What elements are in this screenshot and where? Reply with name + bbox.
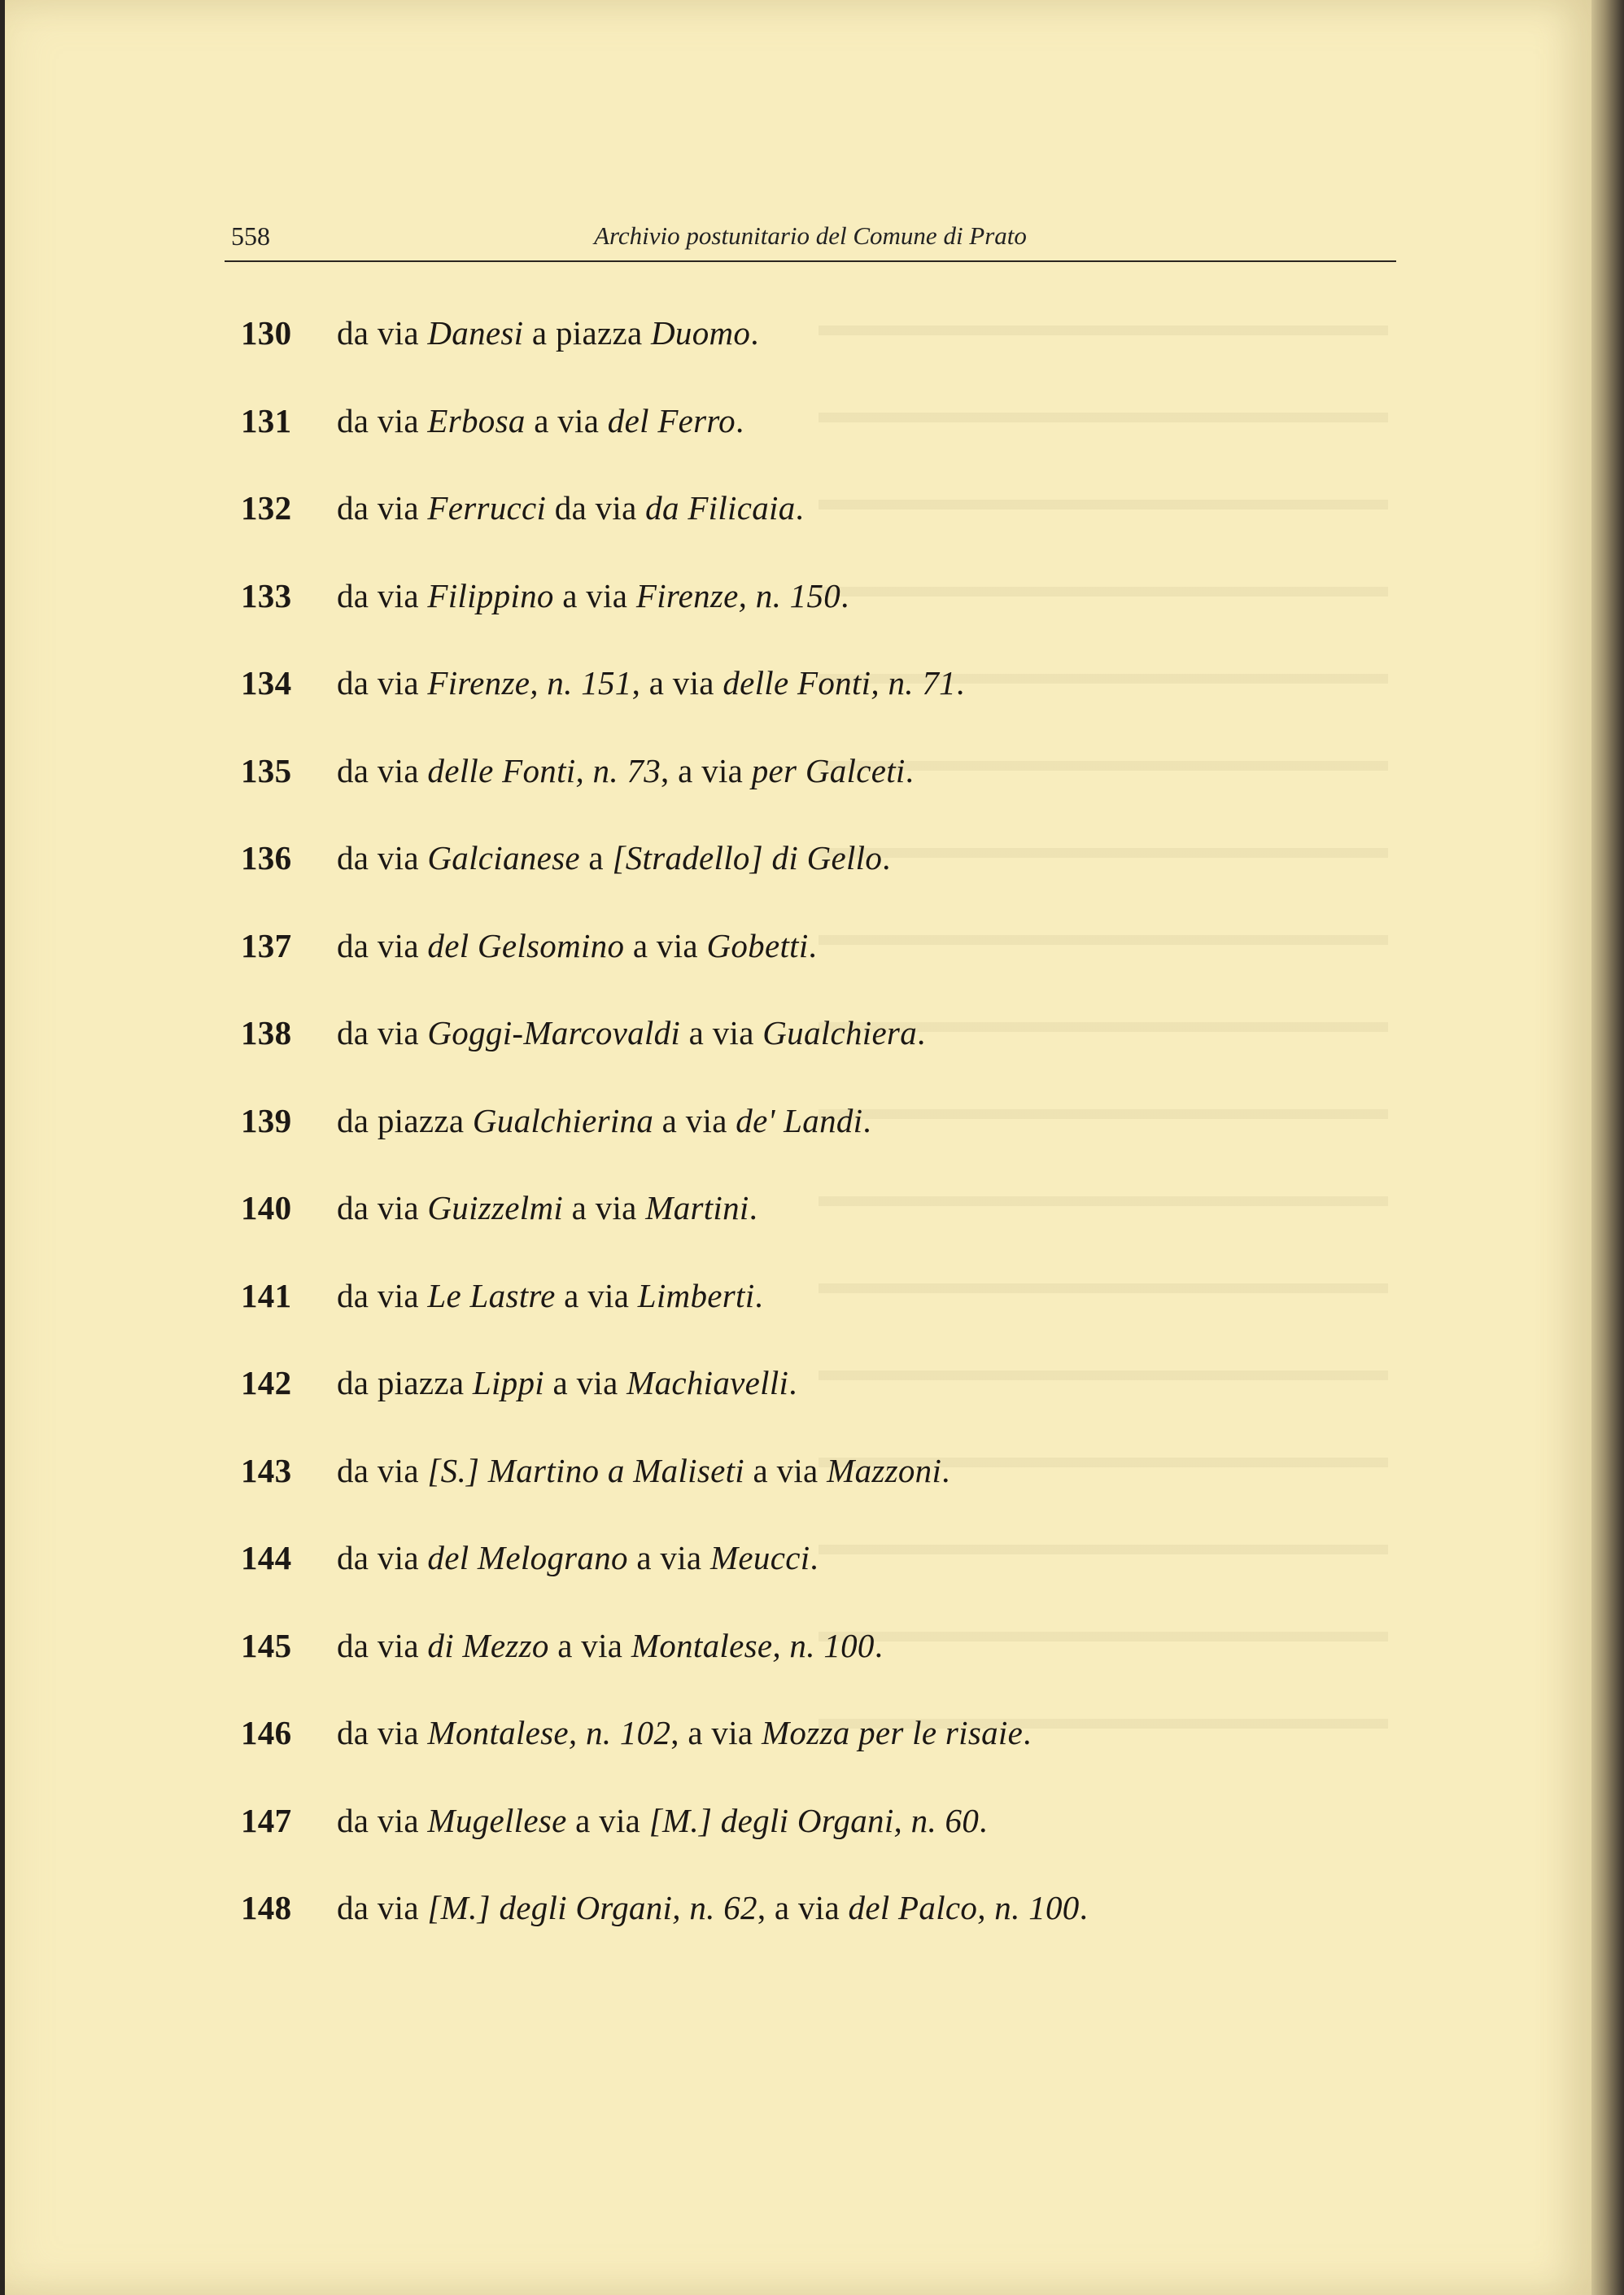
street-name: delle Fonti, n. 73 — [427, 751, 661, 789]
entry-text — [337, 1277, 763, 1314]
entry-number: 138 — [241, 1014, 292, 1051]
street-name: Montalese, n. 100 — [631, 1626, 875, 1664]
street-name: Mozza per le risaie — [761, 1714, 1024, 1751]
entry-connector: . — [754, 1276, 763, 1314]
list-item — [241, 1801, 1461, 1889]
entry-text — [337, 1364, 797, 1401]
list-item — [241, 488, 1461, 576]
entry-connector: da via — [337, 1189, 428, 1226]
entry-text — [337, 1889, 1088, 1926]
street-name: Martini — [645, 1189, 749, 1226]
entry-connector: da via — [546, 489, 646, 527]
entry-text — [337, 752, 914, 789]
entry-connector: . — [882, 839, 891, 876]
street-name: Gualchiera — [762, 1014, 917, 1051]
street-name: Gualchierina — [472, 1101, 654, 1139]
street-name: Meucci — [709, 1539, 810, 1576]
list-item — [241, 313, 1461, 401]
entry-text — [337, 577, 849, 614]
entry-connector: a via — [566, 1801, 649, 1839]
entry-connector: da via — [337, 489, 428, 527]
entry-connector: da via — [337, 926, 428, 964]
entry-text — [337, 1014, 926, 1051]
street-name: Montalese, n. 102 — [427, 1714, 671, 1751]
entry-connector: a via — [744, 1451, 827, 1489]
street-name: [S.] Martino a Maliseti — [427, 1451, 744, 1489]
street-name: delle Fonti, n. 71 — [723, 664, 956, 702]
entry-connector: . — [1079, 1889, 1089, 1926]
entry-connector: da via — [337, 1276, 428, 1314]
list-item — [241, 576, 1461, 664]
list-item — [241, 663, 1461, 751]
street-name: Galcianese — [427, 839, 580, 876]
entry-connector: . — [808, 926, 818, 964]
entry-connector: . — [810, 1539, 819, 1576]
entry-number: 144 — [241, 1539, 292, 1576]
street-name: Goggi-Marcovaldi — [427, 1014, 681, 1051]
list-item — [241, 1188, 1461, 1276]
entry-text — [337, 664, 965, 702]
entry-connector: da via — [337, 1714, 428, 1751]
street-name: del Gelsomino — [427, 926, 625, 964]
street-name: per Galceti — [751, 751, 906, 789]
street-name: del Melograno — [427, 1539, 628, 1576]
list-item — [241, 1101, 1461, 1189]
entry-connector: a via — [544, 1364, 627, 1401]
entry-connector: a via — [653, 1101, 736, 1139]
street-name: da Filicaia — [645, 489, 796, 527]
entry-connector: . — [788, 1364, 797, 1401]
entry-number: 143 — [241, 1451, 292, 1489]
entry-connector: da via — [337, 314, 428, 352]
entry-number: 131 — [241, 401, 292, 439]
entry-number: 145 — [241, 1626, 292, 1664]
entry-text — [337, 927, 817, 964]
entry-connector: da via — [337, 751, 428, 789]
street-name: Limberti — [637, 1276, 755, 1314]
list-item — [241, 1276, 1461, 1364]
street-name: [M.] degli Organi, n. 62 — [427, 1889, 757, 1926]
entry-connector: . — [905, 751, 915, 789]
entry-number: 142 — [241, 1364, 292, 1401]
entry-connector: . — [1023, 1714, 1032, 1751]
entry-connector: a via — [680, 1014, 763, 1051]
entry-connector: . — [979, 1801, 988, 1839]
street-name: Erbosa — [427, 401, 526, 439]
entry-connector: da via — [337, 664, 428, 702]
entry-connector: a — [579, 839, 613, 876]
list-item — [241, 1451, 1461, 1539]
entry-connector: , a via — [631, 664, 723, 702]
entry-text — [337, 489, 804, 527]
list-item — [241, 926, 1461, 1014]
street-name: Firenze, n. 151 — [427, 664, 632, 702]
street-name: Lippi — [472, 1364, 544, 1401]
street-name: Filippino — [427, 576, 554, 614]
entry-number: 137 — [241, 926, 292, 964]
page-header — [225, 221, 1396, 262]
entry-connector: da via — [337, 1801, 428, 1839]
street-name: [Stradello] di Gello — [612, 839, 883, 876]
entry-connector: a piazza — [523, 314, 651, 352]
entry-number: 140 — [241, 1189, 292, 1226]
entry-text — [337, 839, 891, 876]
entry-connector: da via — [337, 1014, 428, 1051]
entry-number: 133 — [241, 576, 292, 614]
street-name: Danesi — [427, 314, 524, 352]
street-name: [M.] degli Organi, n. 60 — [648, 1801, 980, 1839]
street-name: del Ferro — [607, 401, 736, 439]
entry-number: 148 — [241, 1889, 292, 1926]
entry-connector: da via — [337, 1626, 428, 1664]
street-name: Le Lastre — [427, 1276, 556, 1314]
street-name: Mazzoni — [827, 1451, 942, 1489]
entry-number: 146 — [241, 1714, 292, 1751]
entry-number: 147 — [241, 1801, 292, 1839]
entry-text — [337, 1102, 871, 1139]
list-item — [241, 838, 1461, 926]
street-name: Guizzelmi — [427, 1189, 564, 1226]
entry-connector: a via — [548, 1626, 631, 1664]
entry-connector: . — [750, 314, 759, 352]
entry-connector: , a via — [661, 751, 752, 789]
list-item — [241, 1626, 1461, 1714]
street-name: Ferrucci — [427, 489, 547, 527]
entry-number: 135 — [241, 751, 292, 789]
list-item — [241, 1888, 1461, 1976]
entry-connector: a via — [553, 576, 636, 614]
street-name: Mugellese — [427, 1801, 567, 1839]
entry-connector: da via — [337, 1539, 428, 1576]
page-number: 558 — [231, 221, 270, 251]
entry-text — [337, 1539, 819, 1576]
list-item — [241, 1013, 1461, 1101]
street-name: Machiavelli — [626, 1364, 789, 1401]
entry-number: 130 — [241, 314, 292, 352]
page-edge — [1591, 0, 1624, 2295]
entry-connector: a via — [563, 1189, 646, 1226]
entry-connector: . — [749, 1189, 758, 1226]
entry-connector: . — [840, 576, 849, 614]
street-name: Gobetti — [706, 926, 809, 964]
list-item — [241, 1363, 1461, 1451]
book-page — [5, 0, 1591, 2295]
entry-text — [337, 1802, 988, 1839]
street-name: Firenze, n. 150 — [635, 576, 841, 614]
list-item — [241, 1713, 1461, 1801]
list-item — [241, 401, 1461, 489]
entry-connector: da via — [337, 839, 428, 876]
entry-connector: . — [795, 489, 805, 527]
entry-number: 132 — [241, 489, 292, 527]
entry-connector: a via — [627, 1539, 710, 1576]
entry-number: 136 — [241, 839, 292, 876]
entry-connector: . — [735, 401, 744, 439]
entry-text — [337, 1714, 1032, 1751]
entry-connector: da via — [337, 401, 428, 439]
street-name: Duomo — [651, 314, 751, 352]
entry-connector: da piazza — [337, 1101, 473, 1139]
entry-text — [337, 1452, 950, 1489]
entry-connector: . — [941, 1451, 950, 1489]
entry-connector: da via — [337, 576, 428, 614]
entry-connector: . — [917, 1014, 926, 1051]
list-item — [241, 1538, 1461, 1626]
street-name: di Mezzo — [427, 1626, 549, 1664]
entry-connector: . — [862, 1101, 871, 1139]
entry-connector: a via — [525, 401, 608, 439]
list-item — [241, 751, 1461, 839]
entry-connector: , a via — [757, 1889, 849, 1926]
entry-text — [337, 314, 759, 352]
entry-connector: , a via — [670, 1714, 762, 1751]
entry-connector: a via — [555, 1276, 638, 1314]
entry-text — [337, 1189, 757, 1226]
entry-text — [337, 1627, 883, 1664]
entry-text — [337, 402, 744, 439]
street-name: del Palco, n. 100 — [848, 1889, 1080, 1926]
entry-connector: . — [874, 1626, 884, 1664]
entry-connector: da via — [337, 1451, 428, 1489]
entry-connector: a via — [624, 926, 707, 964]
entry-number: 141 — [241, 1276, 292, 1314]
street-name: de' Landi — [736, 1101, 863, 1139]
entry-number: 139 — [241, 1101, 292, 1139]
entry-connector: da piazza — [337, 1364, 473, 1401]
entry-connector: . — [955, 664, 965, 702]
entry-list — [241, 313, 1461, 1976]
running-title: Archivio postunitario del Comune di Prato — [594, 221, 1027, 250]
entry-connector: da via — [337, 1889, 428, 1926]
entry-number: 134 — [241, 664, 292, 702]
